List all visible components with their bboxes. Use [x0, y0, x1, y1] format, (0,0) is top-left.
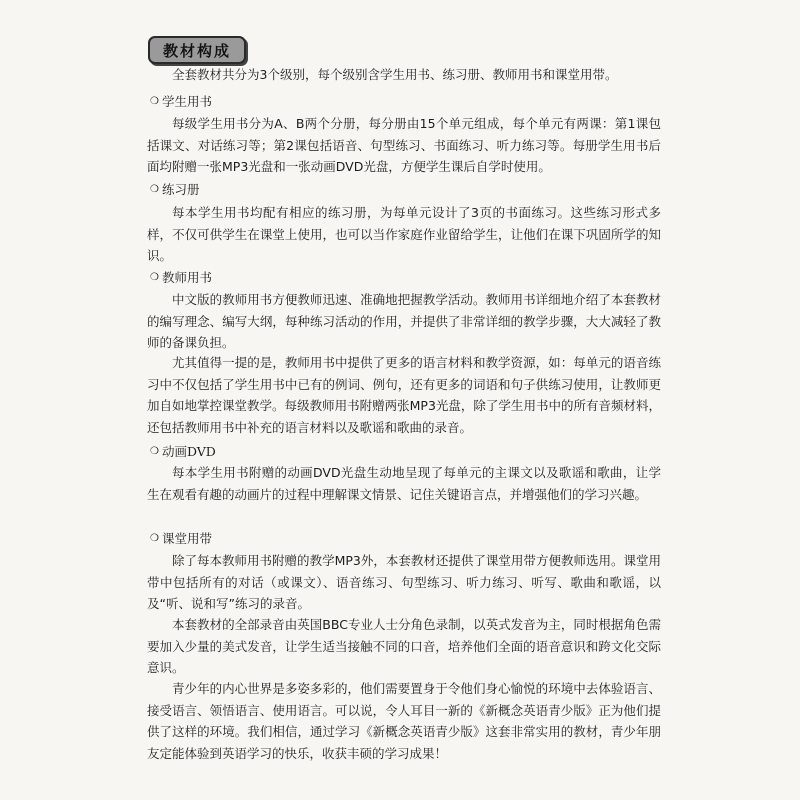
circle-icon: ❍	[150, 446, 159, 457]
paragraph: 每本学生用书附赠的动画DVD光盘生动地呈现了每单元的主课文以及歌谣和歌曲，让学生在观看有趣的动画片的过程中理解课文情景、记住关键语言点，并增强他们的学习兴趣。	[147, 465, 661, 502]
heading-label: 练习册	[161, 182, 200, 197]
paragraph: 尤其值得一提的是，教师用书中提供了更多的语言材料和教学资源，如：每单元的语音练习中不仅包括了学生用书中已有的例词、例句，还有更多的词语和句子供练习使用，让教师更加自如地掌控课堂教学。每级教师用书附赠两张MP3光盘，除了学生用书中的所有音频材料，还包括教师用书中补充的语言材料以及歌谣和歌曲的录音。	[147, 355, 661, 435]
heading-animation-dvd	[150, 443, 216, 461]
paragraph: 每级学生用书分为A、B两个分册，每分册由15个单元组成，每个单元有两课：第1课包括课文、对话练习等；第2课包括语音、句型练习、书面练习、听力练习等。每册学生用书后面均附赠一张MP3光盘和一张动画DVD光盘，方便学生课后自学时使用。	[147, 116, 661, 174]
intro-paragraph: 全套教材共分为3个级别，每个级别含学生用书、练习册、教师用书和课堂用带。	[172, 67, 618, 82]
heading-student-book	[150, 93, 212, 111]
section-title: 教材构成	[148, 36, 246, 64]
heading-label: 学生用书	[161, 94, 212, 109]
paragraph: 青少年的内心世界是多姿多彩的，他们需要置身于令他们身心愉悦的环境中去体验语言、接受语言、领悟语言、使用语言。可以说，令人耳目一新的《新概念英语青少版》正为他们提供了这样的环境。我们相信，通过学习《新概念英语青少版》这套非常实用的教材，青少年朋友定能体验到英语学习的快乐，收获丰硕的学习成果！	[147, 681, 661, 761]
heading-label: 动画DVD	[161, 444, 216, 459]
circle-icon: ❍	[150, 272, 159, 283]
paragraph: 本套教材的全部录音由英国BBC专业人士分角色录制，以英式发音为主，同时根据角色需要加入少量的美式发音，让学生适当接触不同的口音，培养他们全面的语音意识和跨文化交际意识。	[147, 617, 661, 675]
paragraph: 中文版的教师用书方便教师迅速、准确地把握教学活动。教师用书详细地介绍了本套教材的编写理念、编写大纲，每种练习活动的作用，并提供了非常详细的教学步骤，大大减轻了教师的备课负担。	[147, 292, 661, 350]
heading-label: 课堂用带	[161, 531, 212, 546]
paragraph: 每本学生用书均配有相应的练习册，为每单元设计了3页的书面练习。这些练习形式多样，不仅可供学生在课堂上使用，也可以当作家庭作业留给学生，让他们在课下巩固所学的知识。	[147, 205, 661, 263]
circle-icon: ❍	[150, 184, 159, 195]
circle-icon: ❍	[150, 533, 159, 544]
heading-label: 教师用书	[161, 270, 212, 285]
heading-teacher-book	[150, 269, 212, 287]
paragraph: 除了每本教师用书附赠的教学MP3外，本套教材还提供了课堂用带方便教师选用。课堂用带中包括所有的对话（或课文）、语音练习、句型练习、听力练习、听写、歌曲和歌谣，以及“听、说和写”练习的录音。	[147, 553, 661, 611]
heading-classroom-tape	[150, 530, 212, 548]
circle-icon: ❍	[150, 96, 159, 107]
heading-workbook	[150, 181, 199, 199]
